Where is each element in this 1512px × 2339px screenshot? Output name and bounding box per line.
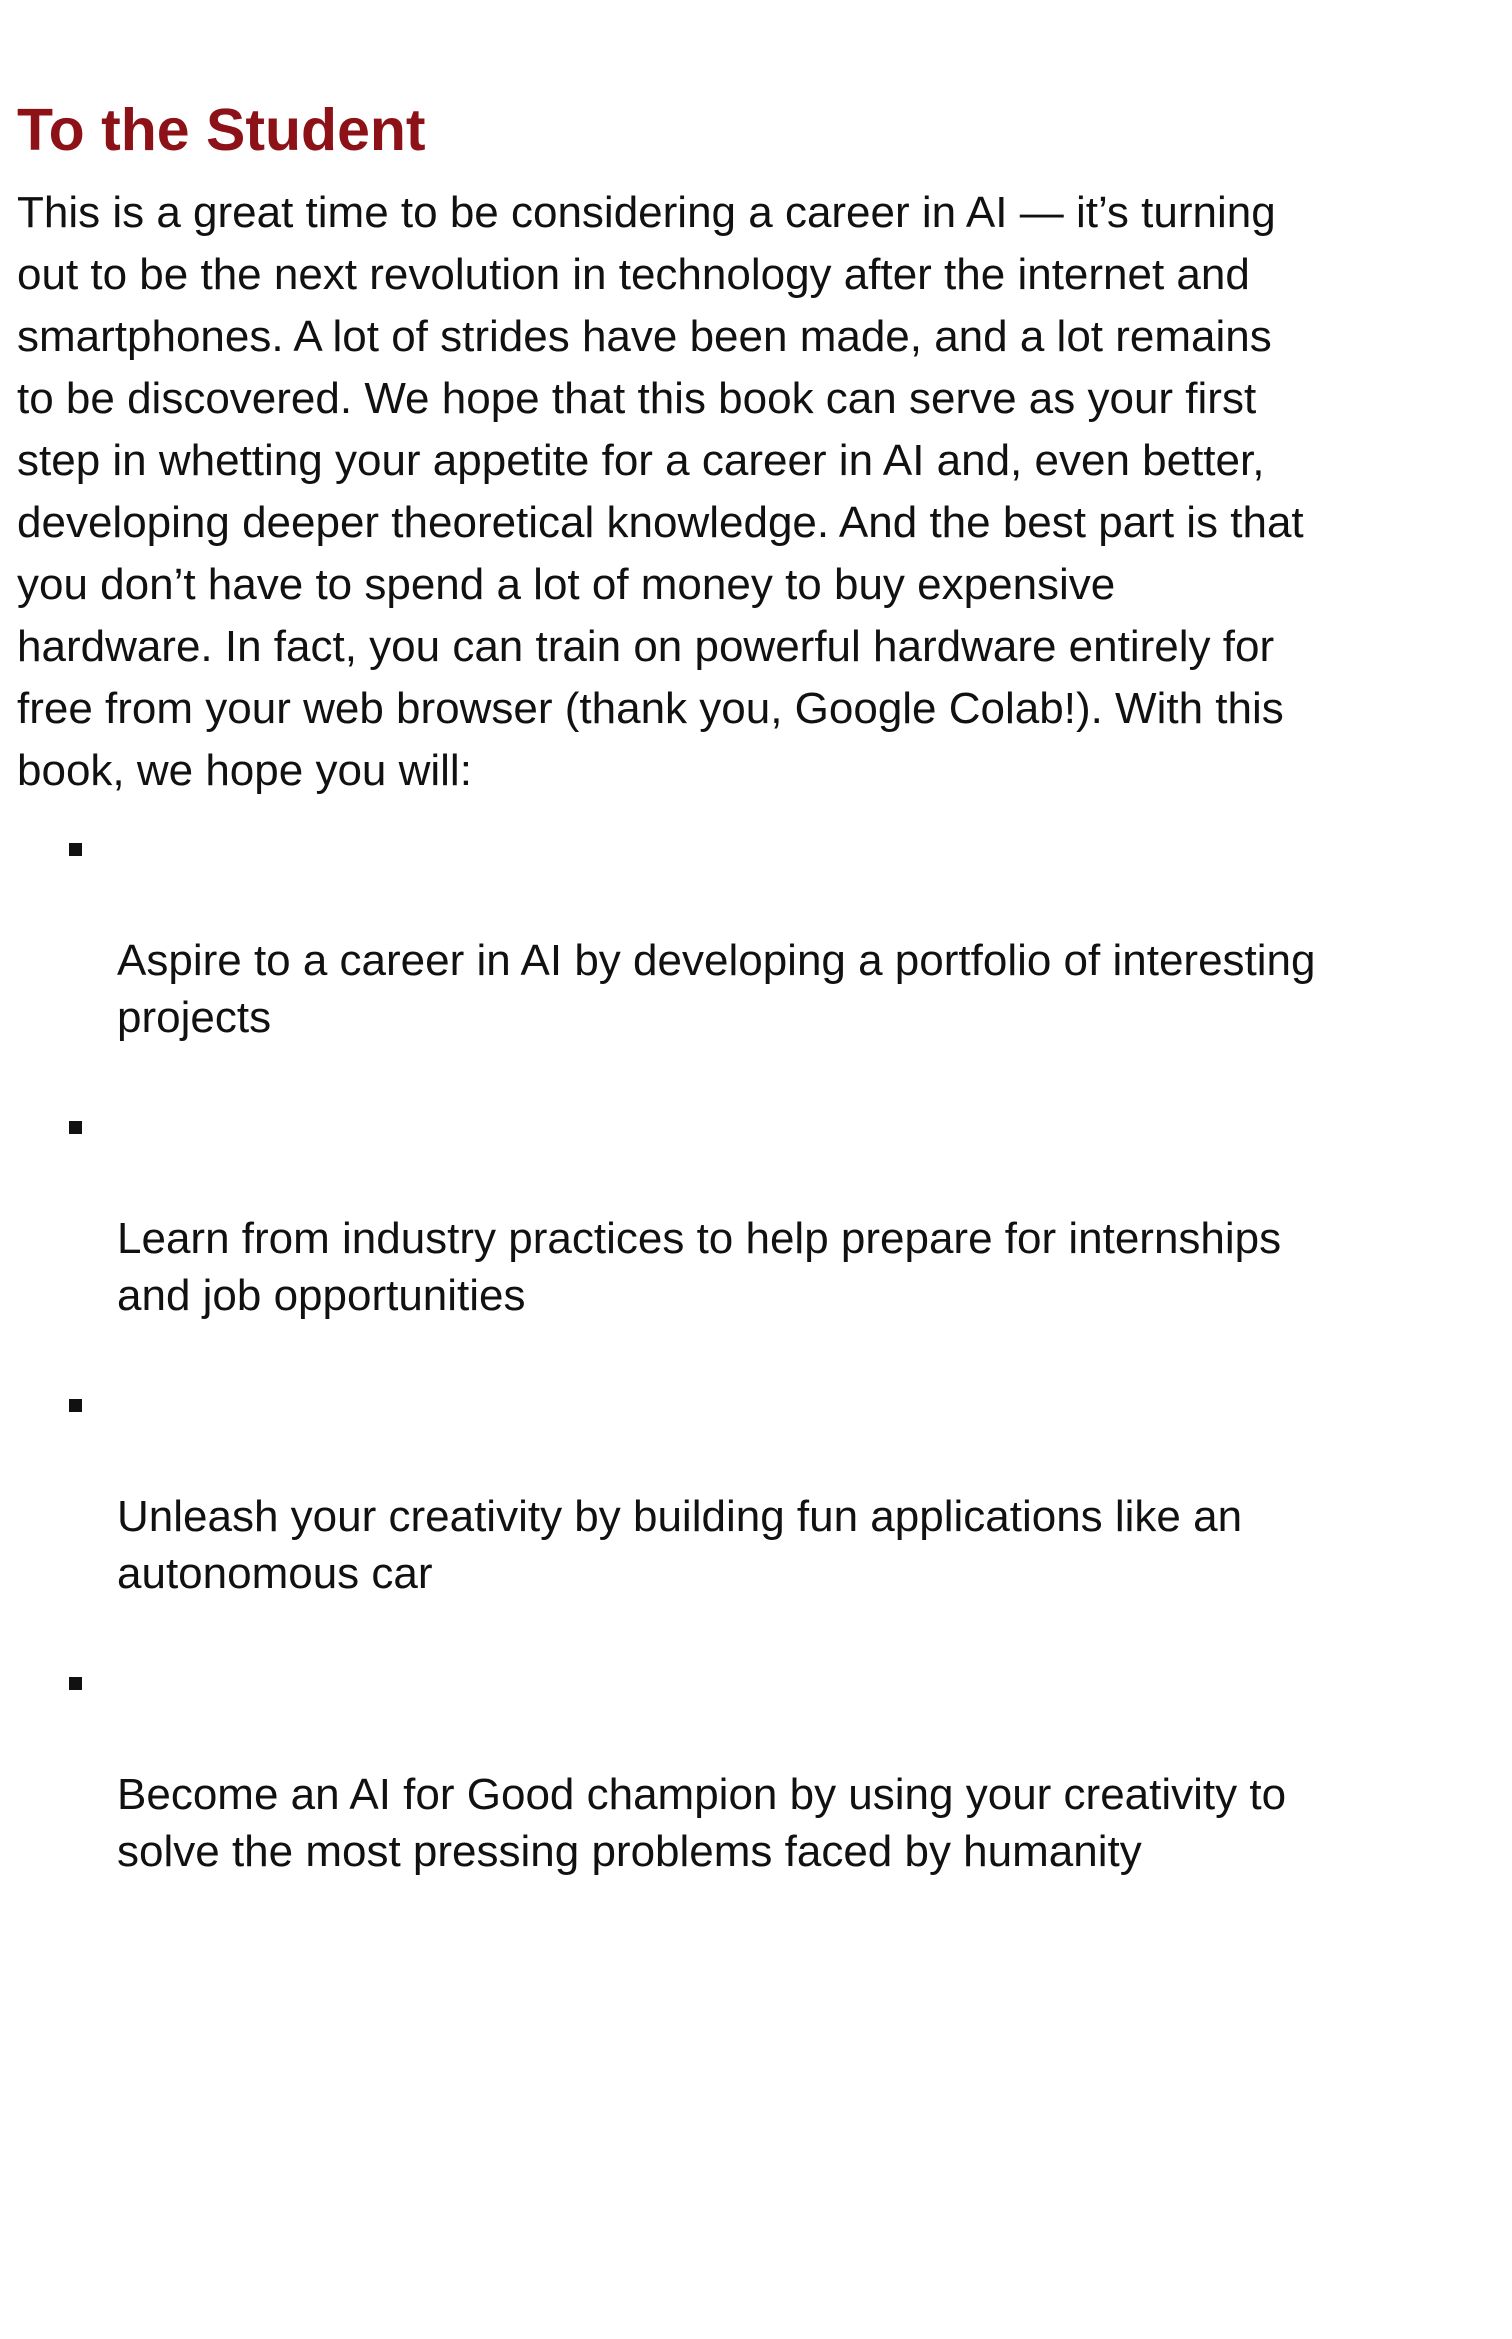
square-bullet-icon xyxy=(69,1677,82,1690)
list-item xyxy=(17,818,1497,1046)
square-bullet-icon xyxy=(69,843,82,856)
list-item xyxy=(17,1374,1497,1602)
list-item-text: Learn from industry practices to help prepare for internships and job opportunities xyxy=(117,1214,1282,1320)
list-item-text: Become an AI for Good champion by using your creativity to solve the most pressing problems faced by humanity xyxy=(117,1770,1287,1876)
square-bullet-icon xyxy=(69,1399,82,1412)
goals-list xyxy=(17,818,1497,1880)
intro-paragraph: This is a great time to be considering a career in AI — it’s turning out to be the next revolution in technology after the internet and smartphones. A lot of strides have been made, and a lot remains to be discovered. We hope that this book can serve as your first step in whetting your appetite for a career in AI and, even better, developing deeper theoretical knowledge. And the best part is that you don’t have to spend a lot of money to buy expensive hardware. In fact, you can train on powerful hardware entirely for free from your web browser (thank you, Google Colab!). With this book, we hope you will: xyxy=(17,188,1304,795)
list-item-text: Aspire to a career in AI by developing a portfolio of interesting projects xyxy=(117,936,1316,1042)
square-bullet-icon xyxy=(69,1121,82,1134)
book-page xyxy=(17,92,1497,1930)
list-item xyxy=(17,1652,1497,1880)
section-title: To the Student xyxy=(17,97,426,163)
list-item-text: Unleash your creativity by building fun applications like an autonomous car xyxy=(117,1492,1243,1598)
list-item xyxy=(17,1096,1497,1324)
